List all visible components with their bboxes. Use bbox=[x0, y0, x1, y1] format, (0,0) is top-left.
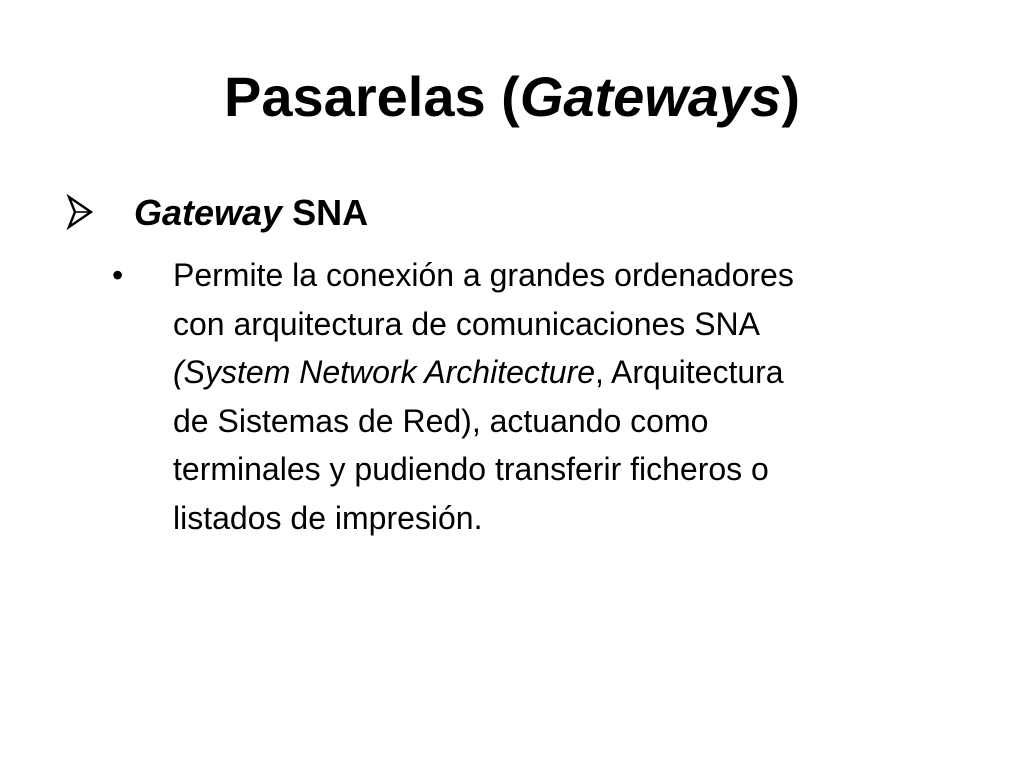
section-heading-rest: SNA bbox=[282, 192, 369, 233]
section-heading-italic: Gateway bbox=[134, 192, 283, 233]
paragraph-line-4: de Sistemas de Red), actuando como bbox=[173, 402, 709, 439]
paragraph-line-3 bbox=[173, 348, 963, 397]
section-heading bbox=[66, 190, 966, 240]
bullet-dot: • bbox=[112, 257, 124, 293]
paragraph-line-3-italic: (System Network Architecture bbox=[173, 354, 596, 390]
slide-title bbox=[0, 62, 1024, 132]
arrowhead-bullet-icon bbox=[66, 194, 94, 230]
paragraph-line-6: listados de impresión. bbox=[173, 499, 483, 536]
paragraph-line-1: Permite la conexión a grandes ordenadores bbox=[173, 257, 794, 293]
paragraph-line-3-rest: , Arquitectura bbox=[595, 354, 784, 390]
title-suffix: ) bbox=[781, 65, 800, 128]
section-heading-text bbox=[134, 190, 368, 236]
title-italic: Gateways bbox=[519, 65, 782, 128]
paragraph-line-2: con arquitectura de comunicaciones SNA bbox=[173, 305, 760, 342]
bullet-paragraph bbox=[173, 251, 963, 542]
title-prefix: Pasarelas ( bbox=[224, 65, 520, 128]
paragraph-line-5: terminales y pudiendo transferir ficheros o bbox=[173, 451, 769, 487]
